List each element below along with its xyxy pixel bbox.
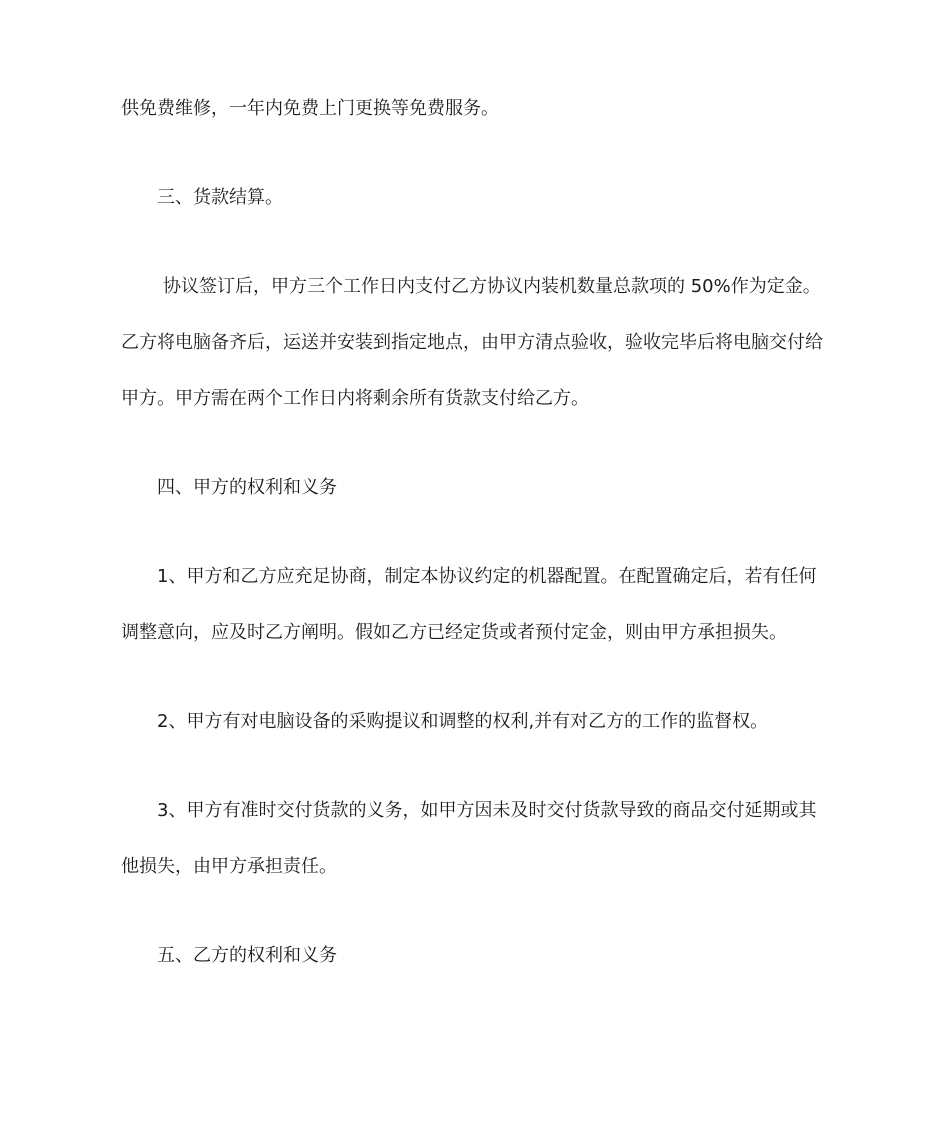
section-4-item-3-line-2: 他损失，由甲方承担责任。 <box>121 856 337 877</box>
section-4-item-1-line-1: 1、甲方和乙方应充足协商，制定本协议约定的机器配置。在配置确定后，若有任何 <box>157 566 817 587</box>
section-3-heading: 三、货款结算。 <box>157 187 283 208</box>
section-3-body-line-1: 协议签订后，甲方三个工作日内支付乙方协议内装机数量总款项的 50%作为定金。 <box>163 276 821 297</box>
section-4-heading: 四、甲方的权利和义务 <box>157 477 337 498</box>
section-4-item-1-line-2: 调整意向，应及时乙方阐明。假如乙方已经定货或者预付定金，则由甲方承担损失。 <box>121 622 787 643</box>
section-4-item-3-line-1: 3、甲方有准时交付货款的义务，如甲方因未及时交付货款导致的商品交付延期或其 <box>157 800 817 821</box>
section-5-heading: 五、乙方的权利和义务 <box>157 945 337 966</box>
section-3-body-line-2: 乙方将电脑备齐后，运送并安装到指定地点，由甲方清点验收，验收完毕后将电脑交付给 <box>121 332 823 353</box>
paragraph-continuation-text: 供免费维修，一年内免费上门更换等免费服务。 <box>121 98 499 119</box>
section-4-item-2-line-1: 2、甲方有对电脑设备的采购提议和调整的权利,并有对乙方的工作的监督权。 <box>157 711 769 732</box>
section-3-body-line-3: 甲方。甲方需在两个工作日内将剩余所有货款支付给乙方。 <box>121 388 589 409</box>
